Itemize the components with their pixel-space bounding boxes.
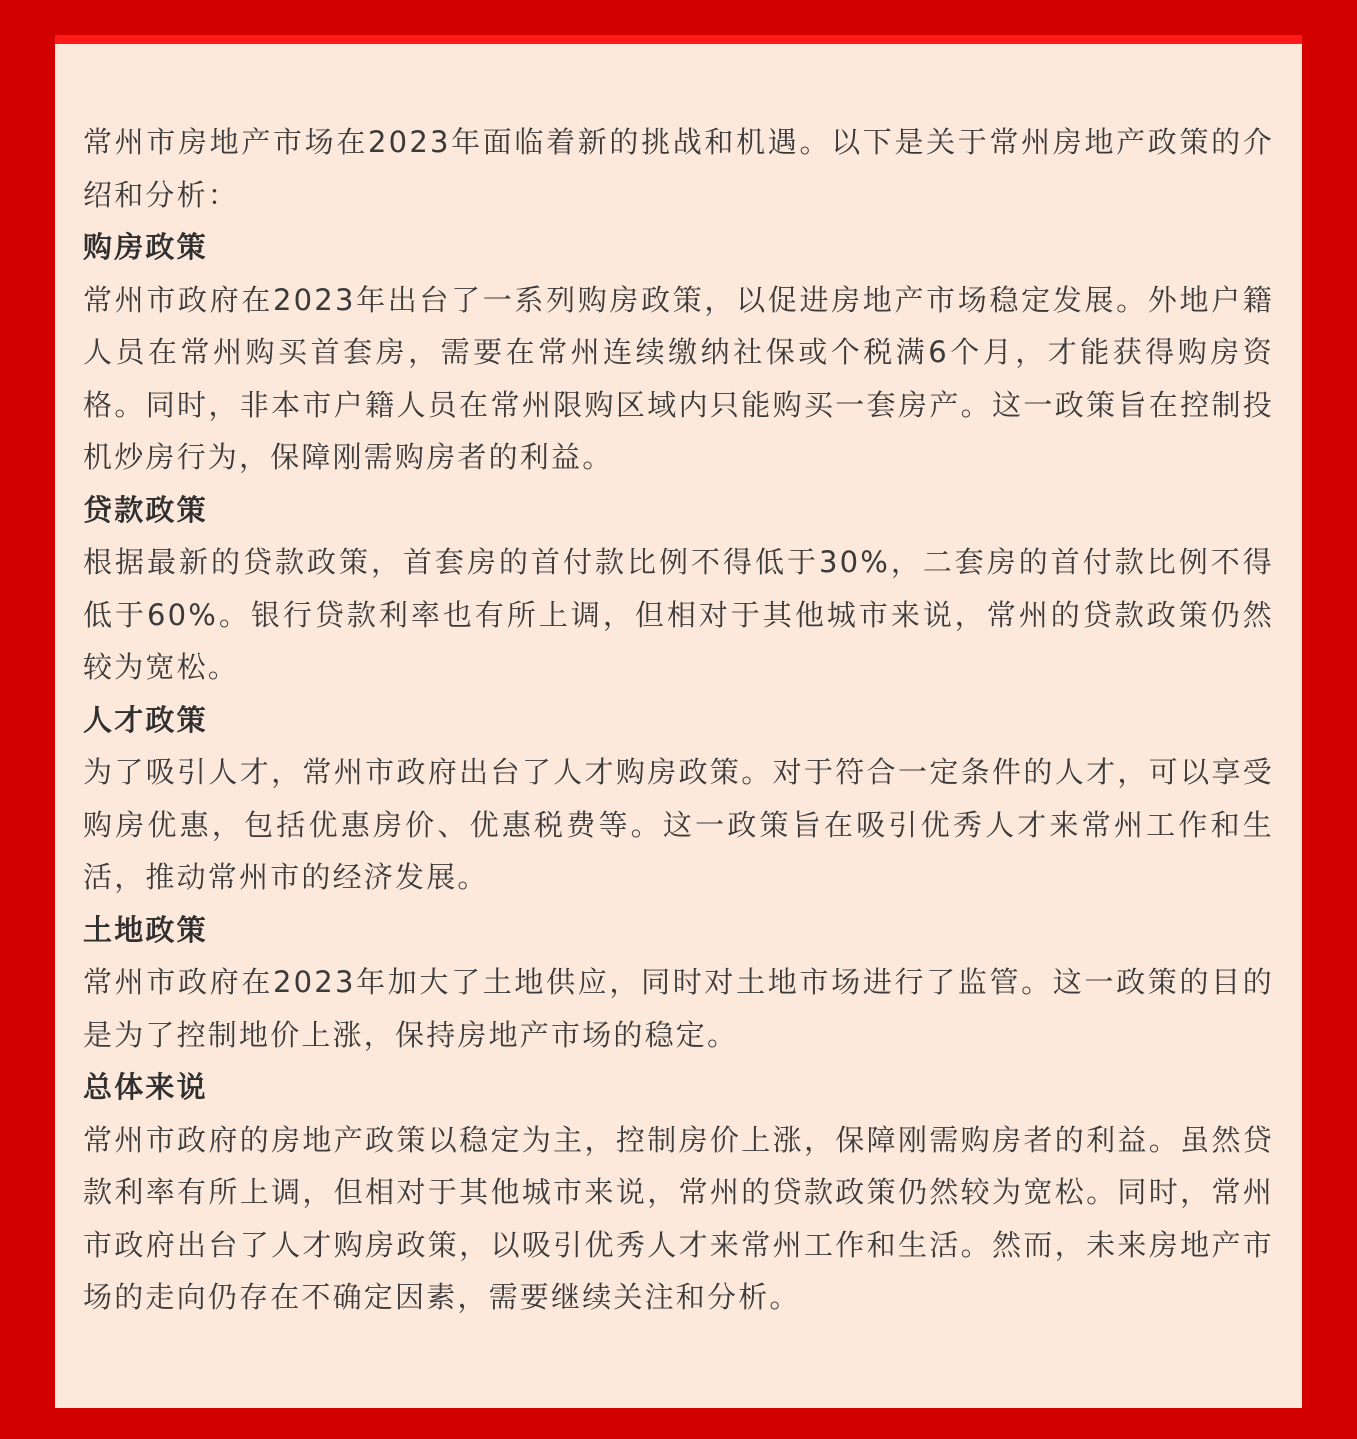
section-heading-talent: 人才政策	[83, 702, 208, 737]
section-heading-loan: 贷款政策	[83, 492, 208, 527]
section-body-purchase: 常州市政府在2023年出台了一系列购房政策，以促进房地产市场稳定发展。外地户籍人员在常州购买首套房，需要在常州连续缴纳社保或个税满6个月，才能获得购房资格。同时，非本市户籍人员在常州限购区域内只能购买一套房产。这一政策旨在控制投机炒房行为，保障刚需购房者的利益。	[83, 282, 1274, 474]
article	[83, 116, 1274, 1324]
section-body-loan: 根据最新的贷款政策，首套房的首付款比例不得低于30%，二套房的首付款比例不得低于60%。银行贷款利率也有所上调，但相对于其他城市来说，常州的贷款政策仍然较为宽松。	[83, 545, 1274, 684]
section-heading-land: 土地政策	[83, 912, 208, 947]
section-heading-summary: 总体来说	[83, 1070, 208, 1104]
intro-paragraph: 常州市房地产市场在2023年面临着新的挑战和机遇。以下是关于常州房地产政策的介绍和分析：	[83, 125, 1274, 212]
section-body-talent: 为了吸引人才，常州市政府出台了人才购房政策。对于符合一定条件的人才，可以享受购房优惠，包括优惠房价、优惠税费等。这一政策旨在吸引优秀人才来常州工作和生活，推动常州市的经济发展。	[83, 755, 1274, 894]
section-body-land: 常州市政府在2023年加大了土地供应，同时对土地市场进行了监管。这一政策的目的是为了控制地价上涨，保持房地产市场的稳定。	[83, 965, 1274, 1052]
content-card	[55, 44, 1302, 1408]
top-accent-bar	[55, 35, 1302, 44]
section-heading-purchase: 购房政策	[83, 230, 208, 264]
section-body-summary: 常州市政府的房地产政策以稳定为主，控制房价上涨，保障刚需购房者的利益。虽然贷款利率有所上调，但相对于其他城市来说，常州的贷款政策仍然较为宽松。同时，常州市政府出台了人才购房政策，以吸引优秀人才来常州工作和生活。然而，未来房地产市场的走向仍存在不确定因素，需要继续关注和分析。	[83, 1122, 1274, 1314]
